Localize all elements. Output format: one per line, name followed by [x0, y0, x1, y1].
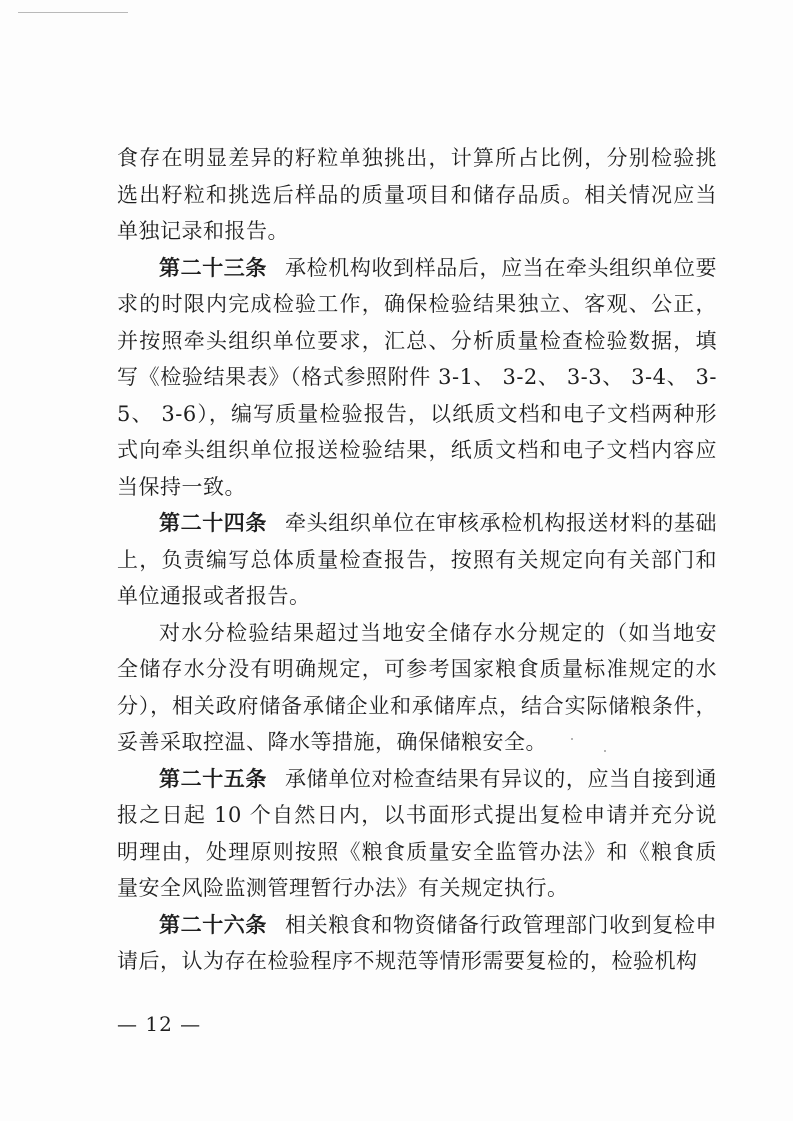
paragraph-text: 相关粮食和物资储备行政管理部门收到复检申请后，认为存在检验程序不规范等情形需要复检的，检验机构	[117, 912, 718, 973]
paragraph-article-24	[117, 505, 717, 615]
paragraph-text: 牵头组织单位在审核承检机构报送材料的基础上，负责编写总体质量检查报告，按照有关规定向有关部门和单位通报或者报告。	[117, 511, 718, 608]
scan-speck	[604, 750, 606, 752]
paragraph-moisture	[117, 615, 717, 761]
scan-edge-line	[18, 12, 128, 13]
paragraph-text: 对水分检验结果超过当地安全储存水分规定的（如当地安全储存水分没有明确规定，可参考国家粮食质量标准规定的水分），相关政府储备承储企业和承储库点，结合实际储粮条件，妥善采取控温、降水等措施，确保储粮安全。	[117, 620, 717, 754]
page-number: — 12 —	[117, 1012, 202, 1036]
document-body	[117, 140, 717, 980]
scan-speck	[571, 738, 573, 740]
paragraph-article-25	[117, 761, 717, 907]
article-heading: 第二十六条	[159, 912, 268, 937]
article-heading: 第二十四条	[159, 511, 268, 535]
paragraph-continuation	[117, 140, 717, 250]
paragraph-article-26	[117, 907, 717, 980]
paragraph-text: 食存在明显差异的籽粒单独挑出，计算所占比例，分别检验挑选出籽粒和挑选后样品的质量项目和储存品质。相关情况应当单独记录和报告。	[117, 146, 717, 243]
paragraph-text: 承检机构收到样品后，应当在牵头组织单位要求的时限内完成检验工作，确保检验结果独立、客观、公正，并按照牵头组织单位要求，汇总、分析质量检查检验数据，填写《检验结果表》（格式参照附件 3-1、 3-2、 3-3、 3-4、 3-5、 3-6），编写质量检验报告，以纸质文档和电子文档两种形式向牵头组织单位报送检验结果，纸质文档和电子文档内容应当保持一致。	[117, 255, 718, 499]
article-heading: 第二十三条	[159, 255, 268, 280]
paragraph-article-23	[117, 250, 717, 506]
article-heading: 第二十五条	[159, 766, 268, 791]
paragraph-text: 承储单位对检查结果有异议的，应当自接到通报之日起 10 个自然日内，以书面形式提出复检申请并充分说明理由，处理原则按照《粮食质量安全监管办法》和《粮食质量安全风险监测管理暂行办法》有关规定执行。	[117, 766, 718, 900]
